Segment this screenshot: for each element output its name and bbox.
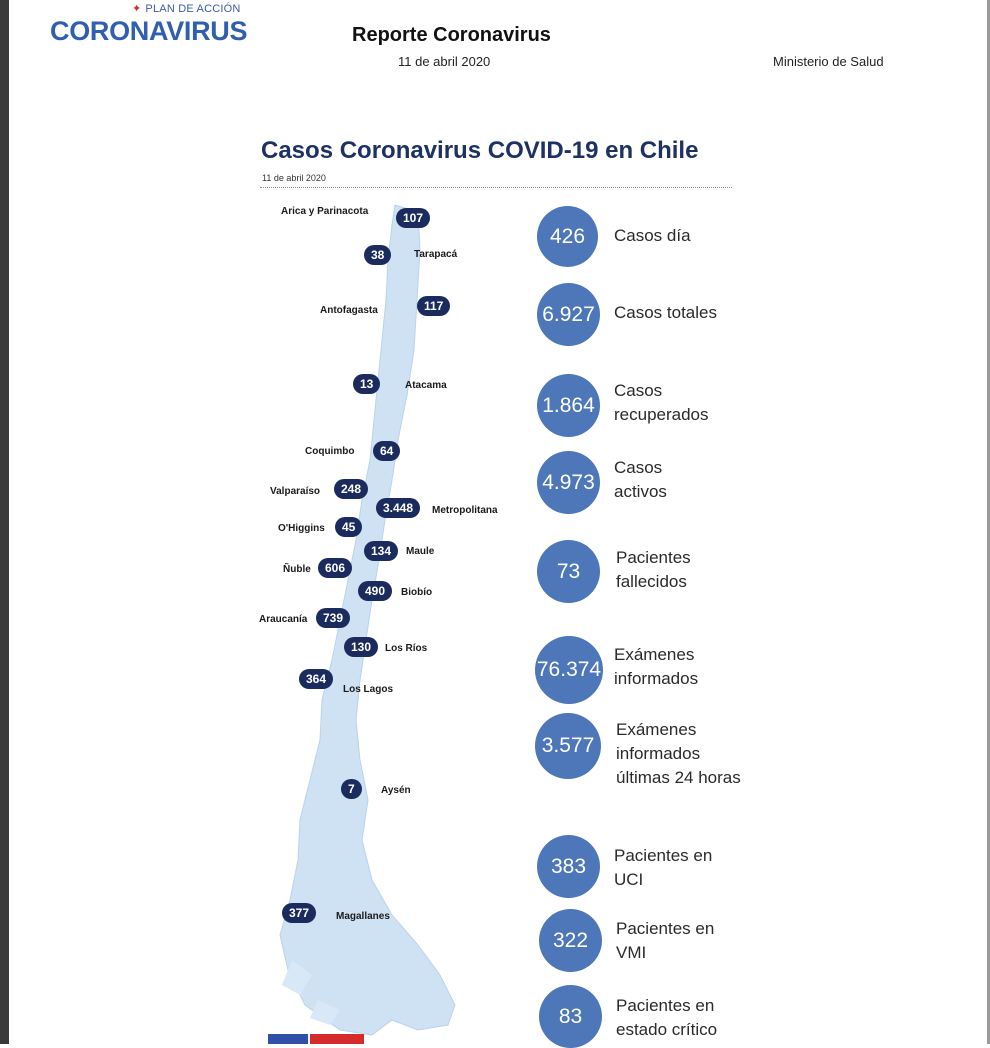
region-pill-arica: 107 [396, 208, 430, 228]
region-name-maule: Maule [406, 546, 435, 557]
stat-label-line: estado crítico [616, 1020, 718, 1039]
stat-label-line: Casos totales [614, 303, 717, 322]
region-name-valparaiso: Valparaíso [270, 486, 321, 497]
region-pill-aysen: 7 [341, 779, 362, 799]
region-name-araucania: Araucanía [259, 614, 308, 625]
stat-label-line: VMI [616, 943, 647, 962]
region-pill-ohiggins: 45 [335, 517, 362, 537]
stat-label-line: Pacientes en [616, 919, 715, 938]
stat-circle-casos-dia: 426 [537, 206, 598, 267]
region-name-magallanes: Magallanes [336, 911, 390, 922]
stat-label-line: Casos [614, 458, 663, 477]
stat-label-examenes-24h [616, 718, 741, 790]
region-pill-tarapaca: 38 [364, 245, 391, 265]
infographic-title: Casos Coronavirus COVID-19 en Chile [261, 137, 699, 164]
stat-label-line: informados [616, 744, 701, 763]
region-name-antofagasta: Antofagasta [320, 305, 378, 316]
stat-label-uci [614, 844, 712, 892]
region-name-biobio: Biobío [401, 587, 433, 598]
report-date: 11 de abril 2020 [398, 54, 491, 69]
stat-label-line: Pacientes en [616, 996, 715, 1015]
flag-stripe-red [310, 1034, 364, 1044]
stat-circle-recuperados: 1.864 [537, 374, 600, 437]
stat-circle-uci: 383 [537, 835, 600, 898]
region-pill-metropolitana: 3.448 [376, 498, 420, 518]
stat-label-fallecidos [616, 546, 691, 594]
logo-star-icon: ✦ [132, 3, 142, 15]
stat-label-line: Pacientes en [614, 846, 713, 865]
logo-title: CORONAVIRUS [50, 16, 248, 46]
stat-circle-fallecidos: 73 [537, 540, 600, 603]
region-name-tarapaca: Tarapacá [414, 249, 458, 260]
region-pill-loslagos: 364 [299, 669, 333, 689]
stat-label-vmi [616, 917, 714, 965]
region-pill-nuble: 606 [318, 558, 352, 578]
region-pill-coquimbo: 64 [373, 441, 400, 461]
stat-label-line: UCI [614, 870, 644, 889]
stat-label-line: Exámenes [614, 645, 695, 664]
stat-label-line: fallecidos [616, 572, 687, 591]
region-name-aysen: Aysén [381, 785, 411, 796]
stat-label-line: activos [614, 482, 667, 501]
region-name-ohiggins: O'Higgins [278, 523, 325, 534]
ministry-label: Ministerio de Salud [773, 54, 884, 69]
region-pill-maule: 134 [364, 541, 398, 561]
stat-label-examenes [614, 643, 698, 691]
stat-label-recuperados [614, 379, 709, 427]
stat-label-casos-dia [614, 224, 691, 248]
stat-circle-examenes-24h: 3.577 [535, 713, 601, 779]
region-pill-valparaiso: 248 [334, 479, 368, 499]
logo-subtitle-text: PLAN DE ACCIÓN [145, 3, 241, 15]
stat-circle-critico: 83 [539, 985, 602, 1048]
stat-label-casos-totales [614, 301, 717, 325]
stat-label-line: informados [614, 669, 699, 688]
stat-label-line: Exámenes [616, 720, 697, 739]
stat-circle-vmi: 322 [539, 909, 602, 972]
flag-stripe-blue [268, 1034, 308, 1044]
stat-label-line: recuperados [614, 405, 709, 424]
region-pill-antofagasta: 117 [417, 296, 450, 316]
region-name-coquimbo: Coquimbo [305, 446, 355, 457]
region-name-loslagos: Los Lagos [343, 684, 394, 695]
stat-label-line: últimas 24 horas [616, 768, 741, 787]
region-pill-losrios: 130 [344, 637, 378, 657]
region-name-nuble: Ñuble [283, 564, 311, 575]
stat-label-activos [614, 456, 667, 504]
stat-circle-activos: 4.973 [537, 451, 600, 514]
stat-label-line: Casos [614, 381, 663, 400]
region-pill-atacama: 13 [353, 374, 380, 394]
region-name-arica: Arica y Parinacota [281, 206, 369, 217]
region-name-atacama: Atacama [405, 380, 447, 391]
region-pill-araucania: 739 [316, 608, 350, 628]
infographic-date: 11 de abril 2020 [262, 173, 326, 183]
region-name-metropolitana: Metropolitana [432, 505, 498, 516]
stat-circle-examenes: 76.374 [535, 636, 603, 704]
stat-circle-casos-totales: 6.927 [537, 283, 600, 346]
region-name-losrios: Los Ríos [385, 643, 428, 654]
report-title: Reporte Coronavirus [352, 24, 551, 46]
region-pill-magallanes: 377 [282, 903, 316, 923]
stat-label-critico [616, 994, 717, 1042]
stat-label-line: Pacientes [616, 548, 691, 567]
stat-label-line: Casos día [614, 226, 691, 245]
region-pill-biobio: 490 [358, 581, 392, 601]
